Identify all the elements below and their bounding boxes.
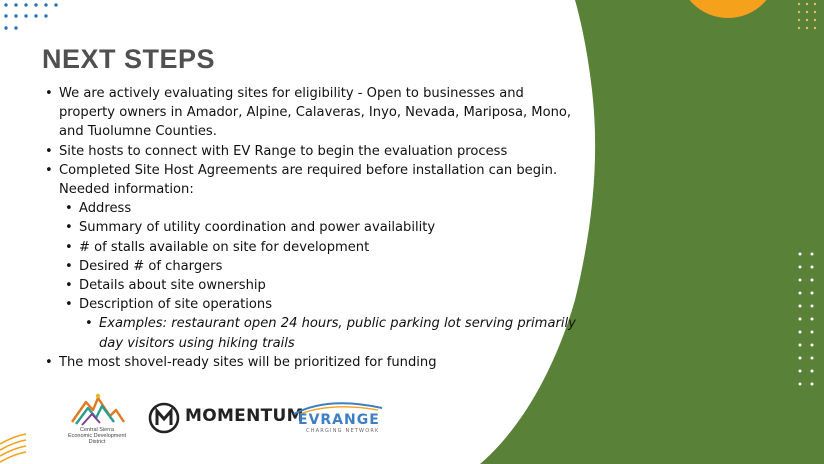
sub-bullet-ownership: • Details about site ownership — [62, 276, 578, 295]
momentum-wordmark: MOMENTUM — [185, 406, 304, 426]
orange-stripes-bottom-left — [0, 434, 26, 462]
evrange-ev: EV — [298, 412, 321, 428]
slide-title: NEXT STEPS — [42, 44, 216, 74]
bullet-connect-ev-range: • Site hosts to connect with EV Range to begin the evaluation process — [42, 142, 578, 161]
csedd-name — [62, 427, 132, 445]
sub-bullet-utility-summary: • Summary of utility coordination and power availability — [62, 218, 578, 237]
sub-bullet-stalls: • # of stalls available on site for development — [62, 238, 578, 257]
bullet-site-host-agreements — [42, 161, 578, 353]
sub-bullet-address: • Address — [62, 199, 578, 218]
bullet-list — [42, 84, 578, 372]
momentum-logo — [148, 402, 304, 436]
needed-information-list — [62, 199, 578, 353]
csedd-line2: Economic Development District — [67, 433, 127, 445]
momentum-m-icon — [148, 402, 180, 434]
csedd-mountain-icon — [62, 392, 132, 426]
slide-body — [42, 84, 578, 372]
sub-bullet-chargers: • Desired # of chargers — [62, 257, 578, 276]
evrange-range: RANGE — [320, 412, 380, 428]
bullet-site-host-agreements-text: Completed Site Host Agreements are required before installation can begin. Needed information: — [59, 162, 558, 198]
bullet-shovel-ready: • The most shovel-ready sites will be prioritized for funding — [42, 353, 578, 372]
bullet-evaluating-sites: • We are actively evaluating sites for eligibility - Open to businesses and property owners in Amador, Alpine, Calaveras, Inyo, Nevada, Mariposa, Mono, and Tuolumne Counties. — [42, 84, 578, 142]
csedd-logo — [62, 392, 132, 445]
evrange-tagline: CHARGING NETWORK — [306, 428, 380, 434]
examples-list — [82, 314, 578, 352]
evrange-logo — [288, 398, 388, 438]
sub-bullet-operations — [62, 295, 578, 353]
evrange-wordmark — [298, 412, 380, 428]
dots-top-left — [4, 3, 57, 29]
examples-bullet: • Examples: restaurant open 24 hours, public parking lot serving primarily day visitors using hiking trails — [82, 314, 578, 352]
sub-bullet-operations-text: Description of site operations — [79, 297, 273, 313]
csedd-line1: Central Sierra — [80, 427, 114, 433]
